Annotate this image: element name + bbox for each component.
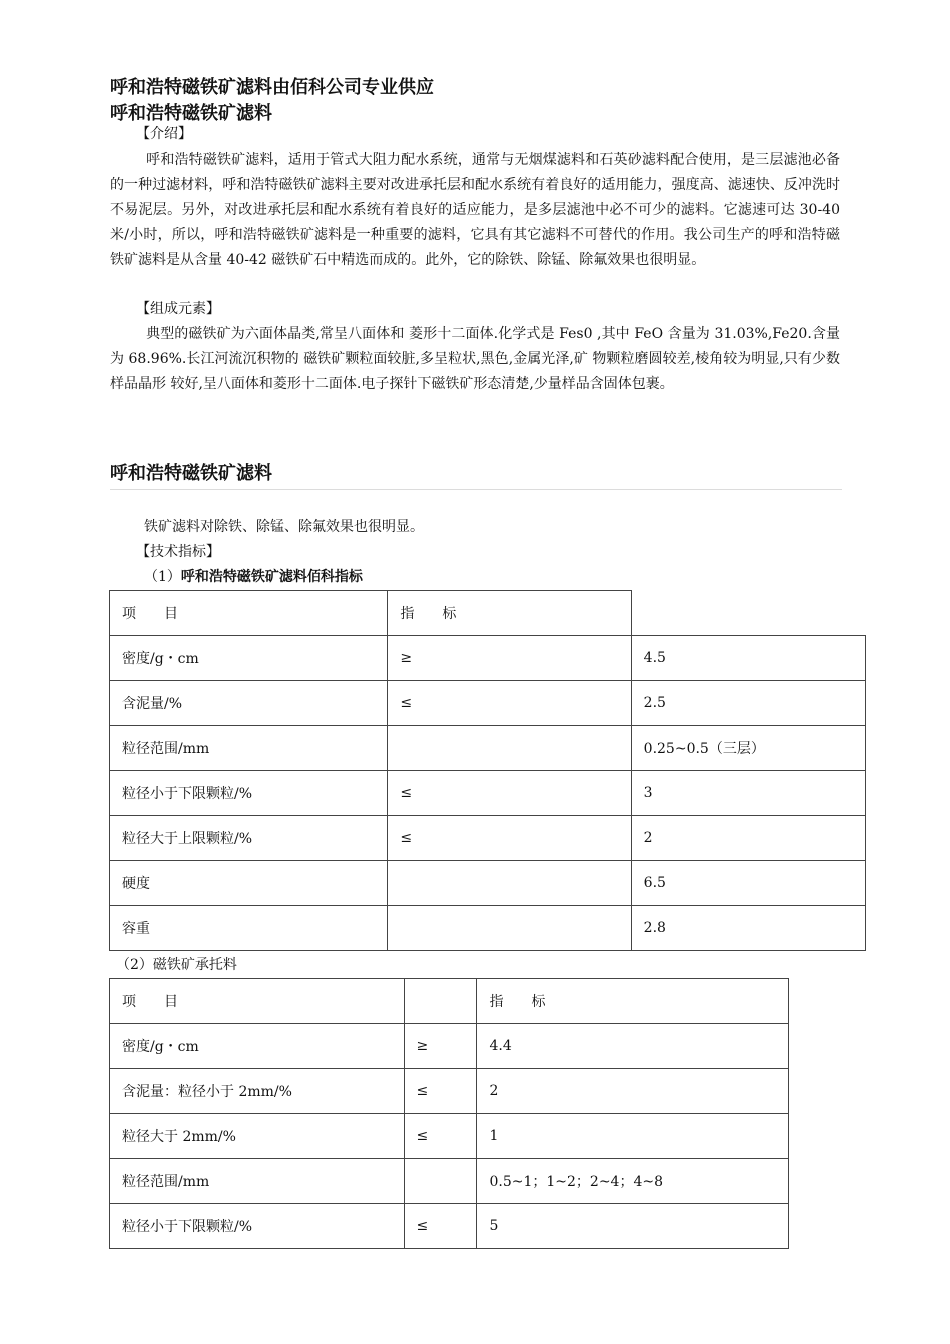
table-cell: 5 (477, 1204, 789, 1249)
table-cell: 粒径范围/mm (110, 726, 388, 771)
table-row (110, 1159, 789, 1204)
table1-caption-prefix: （1） (144, 569, 181, 585)
table-row (110, 906, 866, 951)
table-row (110, 1024, 789, 1069)
table-cell: ≥ (404, 1024, 477, 1069)
table-header-cell: 项 目 (110, 591, 388, 636)
table-cell (388, 726, 631, 771)
intro-heading: 【介绍】 (136, 126, 192, 142)
table-cell: 2.8 (631, 906, 865, 951)
table-cell: 粒径小于下限颗粒/% (110, 1204, 405, 1249)
table-cell: ≤ (388, 681, 631, 726)
table-cell: 密度/g・cm (110, 636, 388, 681)
table-cell: 4.4 (477, 1024, 789, 1069)
table-header-cell: 指 标 (477, 979, 789, 1024)
table-cell: 4.5 (631, 636, 865, 681)
table2-caption: （2）磁铁矿承托料 (116, 957, 237, 973)
table1-caption-text: 呼和浩特磁铁矿滤料佰科指标 (180, 569, 363, 585)
table1-caption (144, 565, 363, 590)
composition-paragraph (110, 322, 840, 397)
spec-table-2 (109, 978, 789, 1249)
table-cell (388, 861, 631, 906)
table-header-row (110, 591, 866, 636)
document-title: 呼和浩特磁铁矿滤料由佰科公司专业供应 (110, 77, 434, 98)
table-header-cell: 项 目 (110, 979, 405, 1024)
table-cell: 6.5 (631, 861, 865, 906)
table-row (110, 681, 866, 726)
table-row (110, 726, 866, 771)
table-cell: 密度/g・cm (110, 1024, 405, 1069)
table-cell: ≤ (404, 1069, 477, 1114)
table-cell: 粒径大于 2mm/% (110, 1114, 405, 1159)
table-cell: 粒径小于下限颗粒/% (110, 771, 388, 816)
table-row (110, 1114, 789, 1159)
table-cell: ≤ (404, 1204, 477, 1249)
table-row (110, 1204, 789, 1249)
table-blank-cell (631, 591, 865, 636)
table-row (110, 771, 866, 816)
table-cell: 0.25~0.5（三层） (631, 726, 865, 771)
table-cell: 粒径大于上限颗粒/% (110, 816, 388, 861)
table-header-cell: 指 标 (388, 591, 631, 636)
table-cell: 2.5 (631, 681, 865, 726)
table-cell: 含泥量/% (110, 681, 388, 726)
section-divider (110, 489, 842, 490)
table-cell: 硬度 (110, 861, 388, 906)
table-cell: 2 (477, 1069, 789, 1114)
table-header-row (110, 979, 789, 1024)
table-cell: 0.5~1；1~2；2~4；4~8 (477, 1159, 789, 1204)
table-cell (404, 1159, 477, 1204)
table-cell: 容重 (110, 906, 388, 951)
spec-table-1 (109, 590, 866, 951)
table-cell (388, 906, 631, 951)
table-cell: 粒径范围/mm (110, 1159, 405, 1204)
document-subtitle: 呼和浩特磁铁矿滤料 (110, 103, 272, 124)
tech-heading: 【技术指标】 (136, 544, 220, 560)
composition-heading: 【组成元素】 (136, 301, 220, 317)
table-cell: 2 (631, 816, 865, 861)
composition-text: 典型的磁铁矿为六面体晶类,常呈八面体和 菱形十二面体.化学式是 Fes0 ,其中 FeO 含量为 31.03%,Fe20.含量为 68.96%.长江河流沉积物的 磁铁矿颗粒面较脏,多呈粒状,黑色,金属光泽,矿 物颗粒磨圆较差,棱角较为明显,只有少数样品晶形 较好,呈八面体和菱形十二面体.电子探针下磁铁矿形态清楚,少量样品含固体包裹。 (110, 326, 840, 392)
table-row (110, 1069, 789, 1114)
section-line: 铁矿滤料对除铁、除锰、除氟效果也很明显。 (144, 519, 424, 535)
section-title: 呼和浩特磁铁矿滤料 (110, 463, 272, 484)
table-header-cell (404, 979, 477, 1024)
table-cell: ≤ (404, 1114, 477, 1159)
table-cell: ≤ (388, 816, 631, 861)
table-cell: ≥ (388, 636, 631, 681)
table-cell: 1 (477, 1114, 789, 1159)
intro-text: 呼和浩特磁铁矿滤料，适用于管式大阻力配水系统，通常与无烟煤滤料和石英砂滤料配合使用，是三层滤池必备的一种过滤材料，呼和浩特磁铁矿滤料主要对改进承托层和配水系统有着良好的适用能力，强度高、滤速快、反冲洗时不易泥层。另外，对改进承托层和配水系统有着良好的适应能力，是多层滤池中必不可少的滤料。它滤速可达 30-40 米/小时，所以，呼和浩特磁铁矿滤料是一种重要的滤料，它具有其它滤料不可替代的作用。我公司生产的呼和浩特磁铁矿滤料是从含量 40-42 磁铁矿石中精选而成的。此外，它的除铁、除锰、除氟效果也很明显。 (110, 152, 840, 268)
table-cell: 含泥量：粒径小于 2mm/% (110, 1069, 405, 1114)
table-cell: 3 (631, 771, 865, 816)
table-row (110, 816, 866, 861)
intro-paragraph (110, 148, 840, 273)
table-row (110, 861, 866, 906)
table-row (110, 636, 866, 681)
table-cell: ≤ (388, 771, 631, 816)
